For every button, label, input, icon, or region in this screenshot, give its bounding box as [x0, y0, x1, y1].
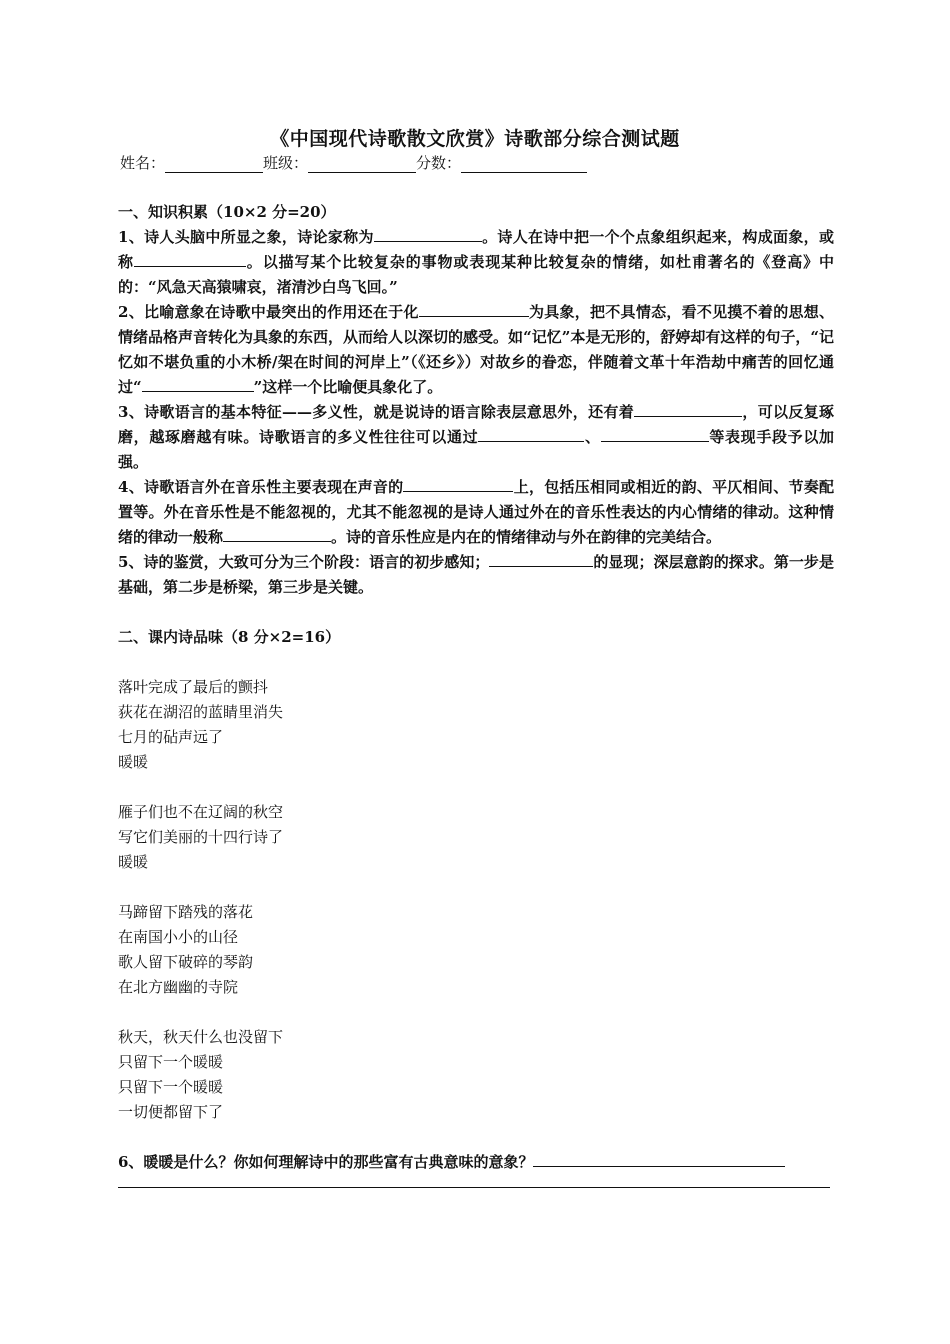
poem-line: 歌人留下破碎的琴韵 [118, 953, 254, 971]
question-4: 4、诗歌语言外在音乐性主要表现在声音的 上，包括压相同或相近的韵、平仄相间、节奏配置等。外在音乐性是不能忽视的，尤其不能忽视的是诗人通过外在的音乐性表达的内心情绪的律动。这种情绪的律动一般称 。诗的音乐性应是内在的情绪律动与外在韵律的完美结合。 [118, 475, 834, 550]
poem-line: 只留下一个暖暖 [118, 1078, 224, 1096]
score-blank[interactable] [461, 157, 587, 173]
score-label: 分数： [416, 154, 462, 172]
poem-line: 荻花在湖沼的蓝睛里消失 [118, 703, 284, 721]
class-blank[interactable] [308, 157, 416, 173]
section2-heading: 二、课内诗品味（8 分×2=16） [118, 628, 341, 646]
poem-line: 写它们美丽的十四行诗了 [118, 828, 284, 846]
q4-blank-2[interactable] [223, 525, 331, 542]
name-label: 姓名： [120, 154, 166, 172]
question-1: 1、诗人头脑中所显之象，诗论家称为 。诗人在诗中把一个个点象组织起来，构成面象，或称 。以描写某个比较复杂的事物或表现某种比较复杂的情绪，如杜甫著名的《登高》中的：“风急天高猿啸哀，渚清沙白鸟飞回。” [118, 225, 834, 300]
poem-line: 在南国小小的山径 [118, 928, 239, 946]
answer-line[interactable] [118, 1175, 830, 1188]
poem-line: 只留下一个暖暖 [118, 1053, 224, 1071]
poem [118, 675, 834, 1125]
q1-blank-1[interactable] [374, 225, 482, 242]
q3-blank-3[interactable] [601, 425, 709, 442]
question-6: 6、暖暖是什么？你如何理解诗中的那些富有古典意味的意象？ [118, 1150, 834, 1175]
exam-content [118, 200, 834, 1188]
q5-blank-1[interactable] [489, 550, 593, 567]
q3-blank-1[interactable] [634, 400, 742, 417]
section1-heading: 一、知识积累（10×2 分=20） [118, 203, 336, 221]
page-title: 《中国现代诗歌散文欣赏》诗歌部分综合测试题 [270, 128, 680, 150]
poem-line: 一切便都留下了 [118, 1103, 224, 1121]
poem-line: 暖暖 [118, 853, 149, 871]
q3-blank-2[interactable] [478, 425, 584, 442]
q2-blank-2[interactable] [142, 375, 254, 392]
q2-blank-1[interactable] [419, 300, 529, 317]
name-blank[interactable] [165, 157, 263, 173]
q4-blank-1[interactable] [403, 475, 513, 492]
poem-line: 雁子们也不在辽阔的秋空 [118, 803, 284, 821]
student-info-row [120, 152, 587, 173]
poem-line: 秋天，秋天什么也没留下 [118, 1028, 284, 1046]
poem-line: 七月的砧声远了 [118, 728, 224, 746]
poem-line: 落叶完成了最后的颤抖 [118, 678, 269, 696]
poem-line: 马蹄留下踏残的落花 [118, 903, 254, 921]
poem-line: 暖暖 [118, 753, 149, 771]
question-5: 5、诗的鉴赏，大致可分为三个阶段：语言的初步感知； 的显现；深层意韵的探求。第一步是基础，第二步是桥梁，第三步是关键。 [118, 550, 834, 600]
poem-line: 在北方幽幽的寺院 [118, 978, 239, 996]
q1-blank-2[interactable] [134, 250, 246, 267]
class-label: 班级： [263, 154, 309, 172]
question-2: 2、比喻意象在诗歌中最突出的作用还在于化 为具象，把不具情态，看不见摸不着的思想、情绪品格声音转化为具象的东西，从而给人以深切的感受。如“记忆”本是无形的，舒婷却有这样的句子，“记忆如不堪负重的小木桥/架在时间的河岸上”（《还乡》）对故乡的眷恋，伴随着文革十年浩劫中痛苦的回忆通过“ ”这样一个比喻便具象化了。 [118, 300, 834, 400]
question-3: 3、诗歌语言的基本特征——多义性，就是说诗的语言除表层意思外，还有着 ，可以反复琢磨，越琢磨越有味。诗歌语言的多义性往往可以通过 、 等表现手段予以加强。 [118, 400, 834, 475]
q6-blank[interactable] [533, 1150, 785, 1167]
